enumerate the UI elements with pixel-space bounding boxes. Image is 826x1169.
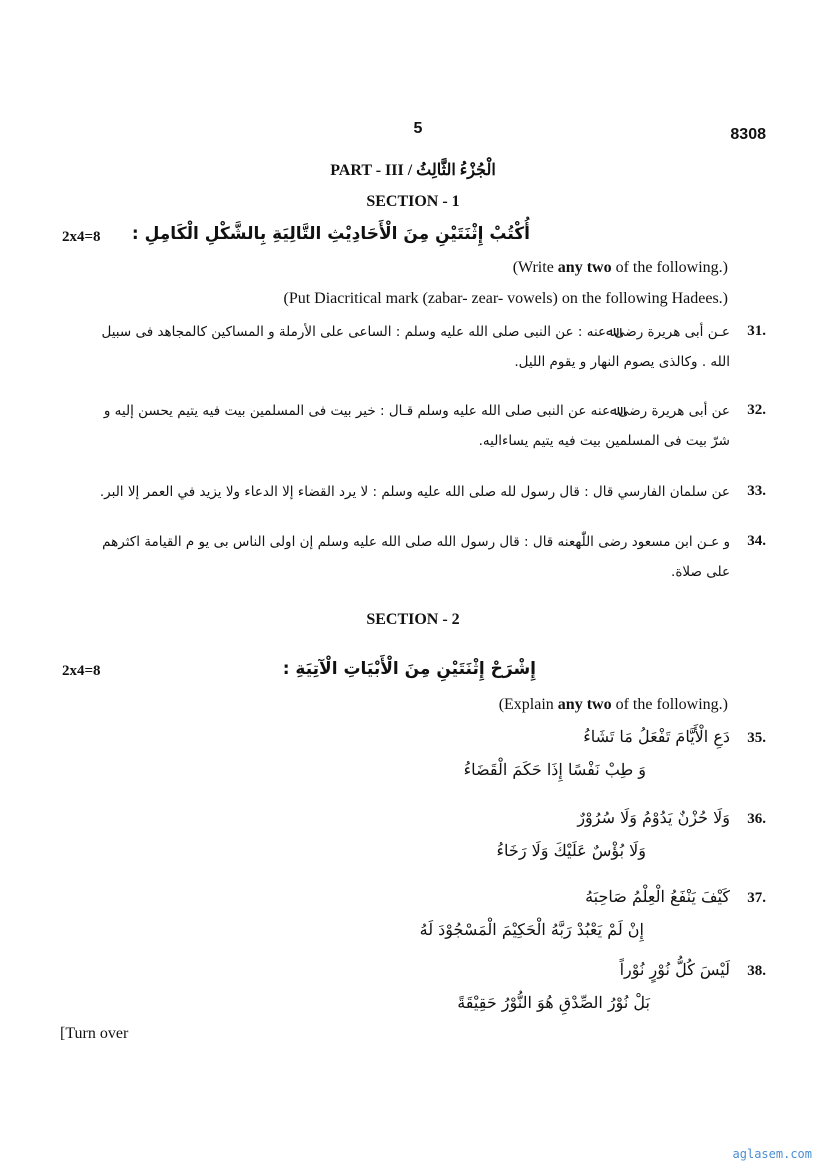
verse-line-2: وَ طِبْ نَفْسًا إِذَا حَكَمَ الْقَضَاءُ <box>463 760 646 779</box>
instruction-emphasis: any two <box>557 696 612 713</box>
instruction-prefix: (Explain <box>498 696 558 713</box>
verse-number: 38. <box>747 963 766 979</box>
question-text <box>90 317 730 377</box>
section-1-marks: 2x4=8 <box>62 229 101 245</box>
question-text <box>90 396 730 456</box>
verse-line-1: دَعِ الْأَيَّامَ تَفْعَلُ مَا تَشَاءُ <box>583 727 730 746</box>
turn-over-note: [Turn over <box>60 1025 129 1042</box>
verse-line-1: وَلَا حُزْنٌ يَدُوْمُ وَلَا سُرُوْرٌ <box>577 808 730 827</box>
question-number: 31. <box>747 323 766 339</box>
verse-line-1: لَيْسَ كُلُّ نُوْرٍ نُوْراً <box>619 960 730 979</box>
question-line: على صلاة. <box>671 564 730 580</box>
instruction-suffix: of the following.) <box>611 696 728 713</box>
verse-line-2: إِنْ لَمْ يَعْبُدْ رَبَّهُ الْحَكِيْمَ الْمَسْجُوْدَ لَهُ <box>419 920 644 939</box>
question-number: 34. <box>747 533 766 549</box>
part-heading: PART - III / الْجُزْءُ الثَّالِثُ <box>330 162 496 179</box>
section-1-instruction-2: (Put Diacritical mark (zabar- zear- vowels) on the following Hadees.) <box>283 290 728 307</box>
section-2-instruction <box>128 696 728 714</box>
verse-line-2: بَلْ نُوْرُ الصِّدْقِ هُوَ النُّوْرُ حَقِيْقَةً <box>457 993 650 1012</box>
verse-line-2: وَلَا بُؤْسٌ عَلَيْكَ وَلَا رَخَاءُ <box>496 841 646 860</box>
instruction-emphasis: any two <box>557 259 612 276</box>
verse-line-1: كَيْفَ يَنْفَعُ الْعِلْمُ صَاحِبَهُ <box>585 887 730 906</box>
page-number: 5 <box>413 120 423 137</box>
section-2-arabic-instruction: إِشْرَحْ إِثْنَتَيْنِ مِنَ الْأَبْيَاتِ الْآتِيَةِ : <box>282 659 536 679</box>
section-1-title: SECTION - 1 <box>366 193 460 210</box>
section-1-arabic-instruction: أُكْتُبْ إِثْنَتَيْنِ مِنَ الْأَحَادِيْثِ التَّالِيَةِ بِالشَّكْلِ الْكَامِلِ : <box>131 224 530 244</box>
section-1-instruction-1 <box>128 259 728 277</box>
question-line: شرّ بيت فى المسلمين بيت فيه يتيم يساءاليه. <box>478 433 730 449</box>
question-number: 33. <box>747 483 766 499</box>
question-line: و عـن ابن مسعود رضى اللّٰهعنه قال : قال رسول الله صلى الله عليه وسلم إن اولى الناس بى يو م القيامة اكثرهم <box>102 534 730 550</box>
question-line: الله . وكالذى يصوم النهار و يقوم الليل. <box>514 354 730 370</box>
instruction-prefix: (Write <box>512 259 558 276</box>
section-2-marks: 2x4=8 <box>62 663 101 679</box>
question-line: عن سلمان الفارسي قال : قال رسول لله صلى الله عليه وسلم : لا يرد القضاء إلا الدعاء ولا يزيد في العمر إلا البر. <box>99 484 730 500</box>
paper-code: 8308 <box>730 126 766 143</box>
question-line: عن أبى هريرة رضىﷲعنه عن النبى صلى الله عليه وسلم قـال : خير بيت فى المسلمين بيت فيه يتيم يحسن إليه و <box>103 403 730 419</box>
watermark: aglasem.com <box>732 1147 812 1161</box>
question-number: 32. <box>747 402 766 418</box>
verse-number: 36. <box>747 811 766 827</box>
question-text <box>90 477 730 507</box>
section-2-title: SECTION - 2 <box>366 611 460 628</box>
verse-number: 37. <box>747 890 766 906</box>
question-line: عـن أبى هريرة رضىﷲعنه : عن النبى صلى الله عليه وسلم : الساعى على الأرملة و المساكين كالمجاهد فى سبيل <box>101 324 730 340</box>
question-text <box>90 527 730 587</box>
instruction-suffix: of the following.) <box>611 259 728 276</box>
verse-number: 35. <box>747 730 766 746</box>
